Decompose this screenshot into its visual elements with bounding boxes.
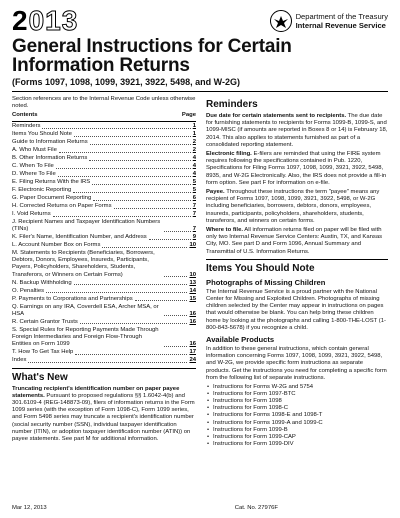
contents-label: Contents — [12, 112, 38, 119]
toc-entry-label: Guide to Information Returns — [12, 138, 88, 145]
toc-dot-leader — [56, 168, 191, 169]
left-column — [12, 96, 196, 448]
available-products-heading: Available Products — [206, 335, 275, 345]
toc-page-link[interactable]: 1 — [192, 130, 196, 137]
toc-entry[interactable] — [12, 123, 196, 131]
agency-name — [296, 12, 388, 30]
toc-entry-label: H. Corrected Returns on Paper Forms — [12, 202, 112, 209]
toc-page-link[interactable]: 7 — [192, 210, 196, 217]
document-title: General Instructions for Certain Information Returns — [12, 36, 292, 76]
form-instructions-list — [206, 384, 388, 448]
toc-dot-leader — [73, 192, 190, 193]
toc-page-link[interactable]: 13 — [189, 279, 196, 286]
toc-page-link[interactable]: 14 — [189, 287, 196, 294]
toc-dot-leader — [46, 292, 187, 293]
toc-page-link[interactable]: 5 — [192, 178, 196, 185]
toc-entry-label: G. Paper Document Reporting — [12, 194, 92, 201]
toc-entry-label: C. When To File — [12, 162, 54, 169]
truncating-paragraph — [12, 386, 196, 444]
toc-entry[interactable] — [12, 303, 196, 318]
right-column — [206, 96, 388, 448]
form-instructions-item: • Instructions for Forms W-2G and 5754 — [206, 384, 388, 391]
toc-dot-leader — [135, 300, 188, 301]
available-products-body: In addition to these general instructions, which contain general information concerning Forms 1097, 1098, 1099, 3921, 3922, 5498, and W-2G, we provide specific form instructions as separate products. Get the instructions you need for completing a specific form from the following list of separate instructions. — [206, 346, 387, 381]
toc-entry-label: N. Backup Withholding — [12, 279, 72, 286]
toc-entry-label: P. Payments to Corporations and Partnerships — [12, 295, 133, 302]
toc-entry-label: L. Account Number Box on Forms — [12, 241, 101, 248]
toc-page-link[interactable]: 4 — [192, 154, 196, 161]
toc-entry-label: K. Filer's Name, Identification Number, and Address — [12, 234, 147, 240]
toc-entry[interactable] — [12, 287, 196, 295]
toc-entry-label: B. Other Information Returns — [12, 154, 88, 161]
toc-entry-label: Reminders — [12, 123, 41, 129]
form-instructions-item: • Instructions for Form 1098-C — [206, 405, 388, 412]
toc-entry-label: R. Certain Grantor Trusts — [12, 318, 78, 325]
contents-header — [12, 112, 196, 121]
toc-dot-leader — [90, 144, 191, 145]
payee-lead: Payee. — [206, 189, 225, 196]
toc-page-link[interactable]: 2 — [192, 138, 196, 145]
efiling-paragraph — [206, 151, 388, 187]
tax-year: 2013 — [12, 5, 79, 36]
agency-line-2: Internal Revenue Service — [295, 21, 386, 30]
toc-page-link[interactable]: 6 — [192, 194, 196, 201]
toc-entry[interactable] — [12, 210, 196, 218]
toc-page-link[interactable]: 9 — [192, 234, 196, 240]
toc-entry[interactable] — [12, 357, 196, 365]
toc-entry[interactable] — [12, 131, 196, 139]
form-instructions-item: • Instructions for Forms 1098-E and 1098-T — [206, 412, 388, 419]
toc-dot-leader — [58, 176, 191, 177]
toc-dot-leader — [89, 160, 190, 161]
title-rule — [12, 91, 388, 92]
toc-entry-label: Index — [12, 357, 27, 364]
toc-entry[interactable] — [12, 163, 196, 171]
toc-entry[interactable] — [12, 155, 196, 163]
due-date-paragraph — [206, 113, 388, 149]
toc-page-link[interactable]: 10 — [189, 241, 196, 248]
toc-page-link[interactable]: 15 — [189, 295, 196, 302]
toc-entry[interactable] — [12, 279, 196, 287]
form-instructions-item: • Instructions for Form 1098 — [206, 398, 388, 405]
toc-entry-label: Q. Earnings on any IRA, Coverdell ESA, Archer MSA, or HSA — [12, 303, 159, 317]
toc-dot-leader — [114, 208, 191, 209]
content-columns — [12, 96, 388, 448]
whats-new-heading: What's New — [12, 371, 68, 383]
toc-dot-leader — [53, 216, 191, 217]
form-instructions-item: • Instructions for Form 1099-B — [206, 427, 388, 434]
photographs-body: The Internal Revenue Service is a proud partner with the National Center for Missing and Exploited Children. Photographs of missing children selected by the Center may appear in instructions on pages that would otherwise be blank. You can help bring these children home by looking at the photographs and calling 1-800-THE-LOST (1-800-843-5678) if you recognize a child. — [206, 288, 386, 331]
efiling-body: E-filers are reminded that using the FIRE system requires following the specifications contained in Pub. 1220, Specifications for Filing Forms 1097, 1098, 1099, 3921, 3922, 5498, 8935, and W-2G Electronically. Also, the IRS does not provide a fill-in form option. See part F for information on e-file. — [206, 151, 387, 186]
toc-page-link[interactable]: 7 — [192, 226, 196, 233]
toc-dot-leader — [75, 354, 187, 355]
toc-dot-leader — [74, 284, 188, 285]
form-instructions-item: • Instructions for Forms 1099-A and 1099-C — [206, 420, 388, 427]
table-of-contents — [12, 123, 196, 365]
toc-entry[interactable] — [12, 295, 196, 303]
toc-entry-label: T. How To Get Tax Help — [12, 349, 74, 356]
toc-entry[interactable] — [12, 250, 196, 280]
toc-dot-leader — [164, 276, 187, 277]
header — [12, 5, 388, 37]
toc-page-link[interactable]: 16 — [189, 318, 196, 325]
toc-page-link[interactable]: 2 — [192, 146, 196, 153]
toc-entry[interactable] — [12, 171, 196, 179]
toc-entry[interactable] — [12, 147, 196, 155]
toc-dot-leader — [93, 200, 190, 201]
toc-entry-label: S. Special Rules for Reporting Payments Made Through Foreign Intermediaries and Foreign Flow-Through Entities on Form 1099 — [12, 326, 159, 348]
toc-entry-label: J. Recipient Names and Taxpayer Identification Numbers (TINs) — [12, 218, 161, 233]
toc-page-link[interactable]: 10 — [189, 271, 196, 278]
page-column-label: Page — [181, 112, 196, 119]
payee-paragraph — [206, 189, 388, 225]
toc-page-link[interactable]: 17 — [189, 349, 196, 356]
toc-dot-leader — [102, 247, 187, 248]
section-rule — [206, 259, 388, 260]
toc-entry[interactable] — [12, 218, 196, 233]
toc-entry[interactable] — [12, 194, 196, 202]
toc-entry-label: E. Filing Returns With the IRS — [12, 178, 91, 185]
toc-entry[interactable] — [12, 349, 196, 357]
toc-dot-leader — [164, 346, 187, 347]
toc-dot-leader — [59, 152, 191, 153]
toc-dot-leader — [164, 315, 187, 316]
page-footer — [12, 505, 388, 511]
where-to-file-paragraph — [206, 227, 388, 256]
treasury-eagle-icon — [270, 10, 292, 32]
photographs-heading: Photographs of Missing Children — [206, 277, 326, 287]
toc-dot-leader — [28, 362, 187, 363]
payee-body: Throughout these instructions the term "payee" means any recipient of Forms 1097, 1098, 1099, 3921, 3922, 5498, or W-2G including beneficiaries, borrowers, debtors, donors, employees, insureds, participants, policyholders, shareholders, students, transferors, and winners on certain forms. — [206, 189, 380, 224]
toc-entry[interactable] — [12, 242, 196, 250]
toc-entry[interactable] — [12, 202, 196, 210]
tax-year-rest: 013 — [28, 5, 79, 36]
toc-entry-label: F. Electronic Reporting — [12, 186, 72, 193]
toc-entry[interactable] — [12, 318, 196, 326]
toc-page-link[interactable]: 1 — [192, 123, 196, 129]
toc-entry-label: Items You Should Note — [12, 130, 72, 137]
efiling-lead: Electronic filing. — [206, 151, 252, 158]
toc-dot-leader — [92, 184, 190, 185]
where-to-file-lead: Where to file. — [206, 227, 243, 234]
irs-mark — [270, 10, 388, 32]
toc-entry[interactable] — [12, 139, 196, 147]
toc-page-link[interactable]: 4 — [192, 170, 196, 177]
toc-page-link[interactable]: 4 — [192, 162, 196, 169]
form-instructions-item: • Instructions for Form 1099-CAP — [206, 434, 388, 441]
toc-page-link[interactable]: 24 — [189, 357, 196, 364]
section-rule — [12, 368, 196, 369]
section-references-note: Section references are to the Internal Revenue Code unless otherwise noted. — [12, 96, 196, 110]
form-instructions-item: • Instructions for Form 1097-BTC — [206, 391, 388, 398]
items-you-should-note-heading: Items You Should Note — [206, 262, 315, 274]
form-instructions-item: • Instructions for Form 1099-DIV — [206, 441, 388, 448]
toc-page-link[interactable]: 7 — [192, 202, 196, 209]
due-date-lead: Due date for certain statements sent to recipients. — [206, 113, 347, 119]
truncating-body: Pursuant to proposed regulations §§ 1.6042-4(b) and 301.6109-4 (REG-148873-09), filers of information returns in the Form 1099 series (with the exception of Form 1098-C), Form 1099 series, and Form 5498 series may truncate a recipient's identification number (social security number (SSN), individual taxpayer identification number (ITIN), or adoption taxpayer identification number (ATIN)) on payee statements. See part M for additional information. — [12, 392, 195, 443]
toc-page-link[interactable]: 16 — [189, 341, 196, 348]
toc-entry-label: I. Void Returns — [12, 210, 51, 217]
toc-dot-leader — [80, 323, 188, 324]
toc-dot-leader — [164, 231, 191, 232]
toc-entry-label: D. Where To File — [12, 170, 56, 177]
revision-date: Mar 12, 2013 — [12, 505, 47, 511]
toc-dot-leader — [149, 239, 191, 240]
toc-entry[interactable] — [12, 234, 196, 242]
toc-entry[interactable] — [12, 179, 196, 187]
document-subtitle: (Forms 1097, 1098, 1099, 3921, 3922, 5498, and W-2G) — [12, 77, 240, 87]
toc-page-link[interactable]: 16 — [189, 310, 196, 317]
toc-dot-leader — [74, 136, 191, 137]
catalog-number: Cat. No. 27976F — [234, 505, 278, 511]
toc-entry-label: M. Statements to Recipients (Beneficiaries, Borrowers, Debtors, Donors, Employees, Insureds, Participants, Payers, Policyholders, Shareholders, Students, Transferors, or Winners on Certain Forms) — [12, 249, 155, 278]
toc-entry[interactable] — [12, 186, 196, 194]
reminders-heading: Reminders — [206, 99, 258, 110]
toc-entry-label: A. Who Must File — [12, 146, 57, 153]
toc-page-link[interactable]: 5 — [192, 186, 196, 193]
agency-line-1: Department of the Treasury — [295, 12, 388, 21]
toc-entry-label: O. Penalties — [12, 287, 45, 294]
due-date-body: The due date for furnishing statements to recipients for Forms 1099-B, 1099-S, and 1099-MISC (if amounts are reported in Boxes 8 or 14) is February 18, 2014. This also applies to statements furnished as part of a consolidated reporting statement. — [206, 113, 388, 148]
truncating-lead: Truncating recipient's identification number on paper payee statements. — [12, 385, 180, 399]
toc-entry[interactable] — [12, 326, 196, 348]
where-to-file-body: All information returns filed on paper will be filed with only two Internal Revenue Service Centers: Austin, TX, and Kansas City, MO. See part D and Form 1096, Annual Summary and Transmittal of U.S. Information Returns. — [206, 227, 383, 255]
toc-dot-leader — [42, 128, 190, 129]
